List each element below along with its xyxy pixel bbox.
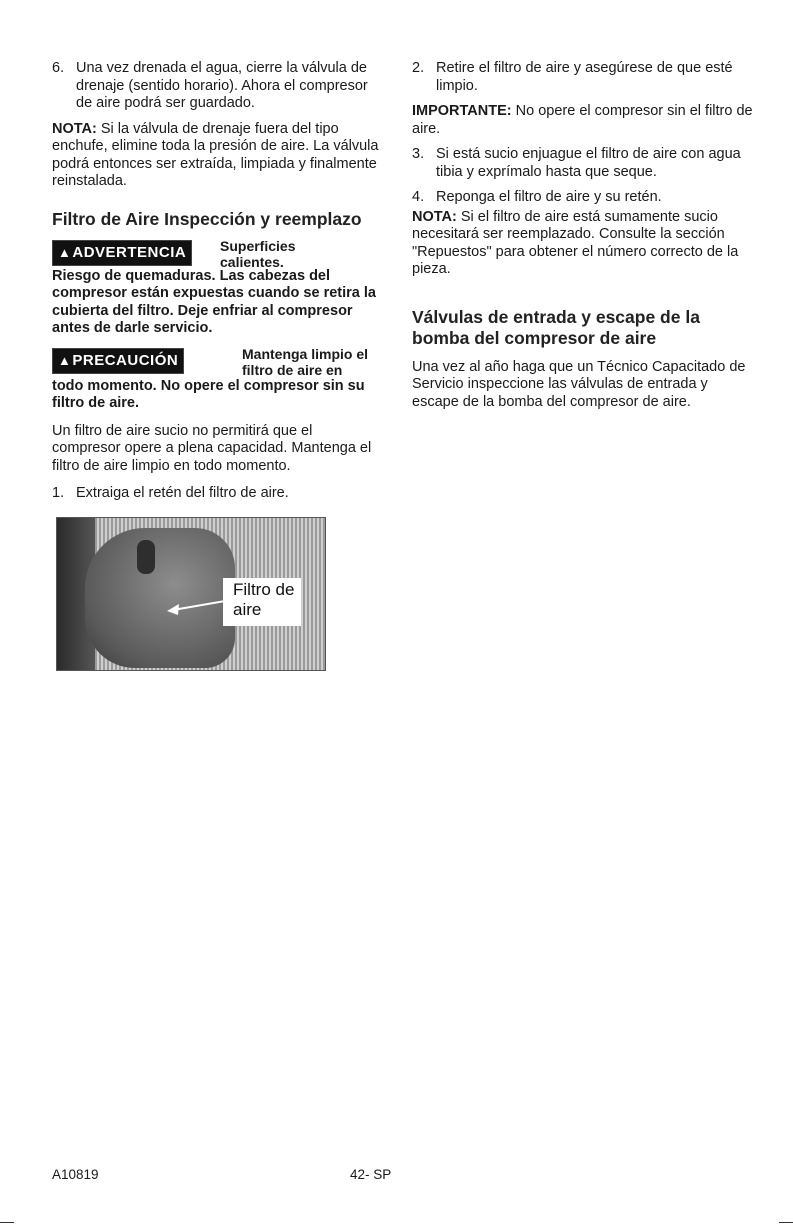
note-text: Si la válvula de drenaje fuera del tipo enchufe, elimine toda la presión de aire. La válvula podrá entonces ser extraída, limpiada y finalmente reinstalada. [52, 120, 379, 189]
air-filter-photo [56, 517, 326, 671]
step-4 [412, 189, 757, 207]
drain-valve-note [52, 121, 380, 191]
replace-filter-note [412, 209, 757, 279]
caution-side-text: Mantenga limpio el filtro de aire en [242, 345, 369, 378]
page-number: 42- SP [350, 1167, 392, 1182]
warning-badge-label: ADVERTENCIA [72, 243, 187, 261]
left-column [52, 60, 380, 671]
step-text: Reponga el filtro de aire y su retén. [436, 189, 662, 205]
right-column [412, 60, 757, 411]
caution-badge-label: PRECAUCIÓN [72, 351, 179, 369]
step-text: Extraiga el retén del filtro de aire. [76, 485, 289, 501]
valves-heading: Válvulas de entrada y escape de la bomba del compresor de aire [412, 306, 700, 348]
step-number: 6. [52, 60, 65, 76]
arrow-icon [167, 596, 231, 616]
note-label: NOTA: [52, 120, 97, 137]
note-label: NOTA: [412, 208, 457, 225]
important-note [412, 103, 757, 138]
air-filter-heading: Filtro de Aire Inspección y reemplazo [52, 208, 362, 229]
step-2 [412, 60, 757, 95]
step-text: Retire el filtro de aire y asegúrese de que esté limpio. [436, 60, 733, 94]
warning-block [52, 237, 380, 270]
crop-mark [779, 1222, 793, 1223]
figure-label: Filtro de aire [233, 579, 295, 619]
document-code: A10819 [52, 1167, 99, 1182]
note-text: Si el filtro de aire está sumamente sucio necesitará ser reemplazado. Consulte la sección "Repuestos" para obtener el número correcto de la pieza. [412, 208, 739, 277]
step-6 [52, 60, 380, 113]
warning-badge [52, 240, 192, 266]
step-number: 1. [52, 485, 65, 501]
warning-side-text: Superficies calientes. [220, 237, 296, 270]
caution-triangle-icon: ▲ [58, 352, 72, 368]
caution-text: todo momento. No opere el compresor sin su filtro de aire. [52, 377, 365, 411]
warning-triangle-icon: ▲ [58, 244, 72, 260]
step-1 [52, 485, 380, 503]
step-text: Una vez drenada el agua, cierre la válvula de drenaje (sentido horario). Ahora el compresor de aire podrá ser guardado. [76, 60, 368, 111]
crop-mark [0, 1222, 14, 1223]
warning-text: Riesgo de quemaduras. Las cabezas del compresor están expuestas cuando se retira la cubierta del filtro. Deje enfriar al compresor antes de darle servicio. [52, 267, 376, 336]
step-3 [412, 146, 757, 181]
dirty-filter-paragraph: Un filtro de aire sucio no permitirá que el compresor opere a plena capacidad. Mantenga el filtro de aire limpio en todo momento. [52, 422, 372, 474]
step-text: Si está sucio enjuague el filtro de aire con agua tibia y exprímalo hasta que seque. [436, 146, 741, 180]
important-label: IMPORTANTE: [412, 103, 512, 119]
step-number: 3. [412, 146, 425, 162]
caution-badge [52, 348, 184, 374]
valves-paragraph: Una vez al año haga que un Técnico Capacitado de Servicio inspeccione las válvulas de entrada y escape de la bomba del compresor de aire. [412, 358, 746, 410]
step-number: 4. [412, 189, 425, 205]
important-text: No opere el compresor sin el filtro de aire. [412, 103, 753, 137]
caution-block [52, 345, 380, 378]
step-number: 2. [412, 60, 425, 76]
